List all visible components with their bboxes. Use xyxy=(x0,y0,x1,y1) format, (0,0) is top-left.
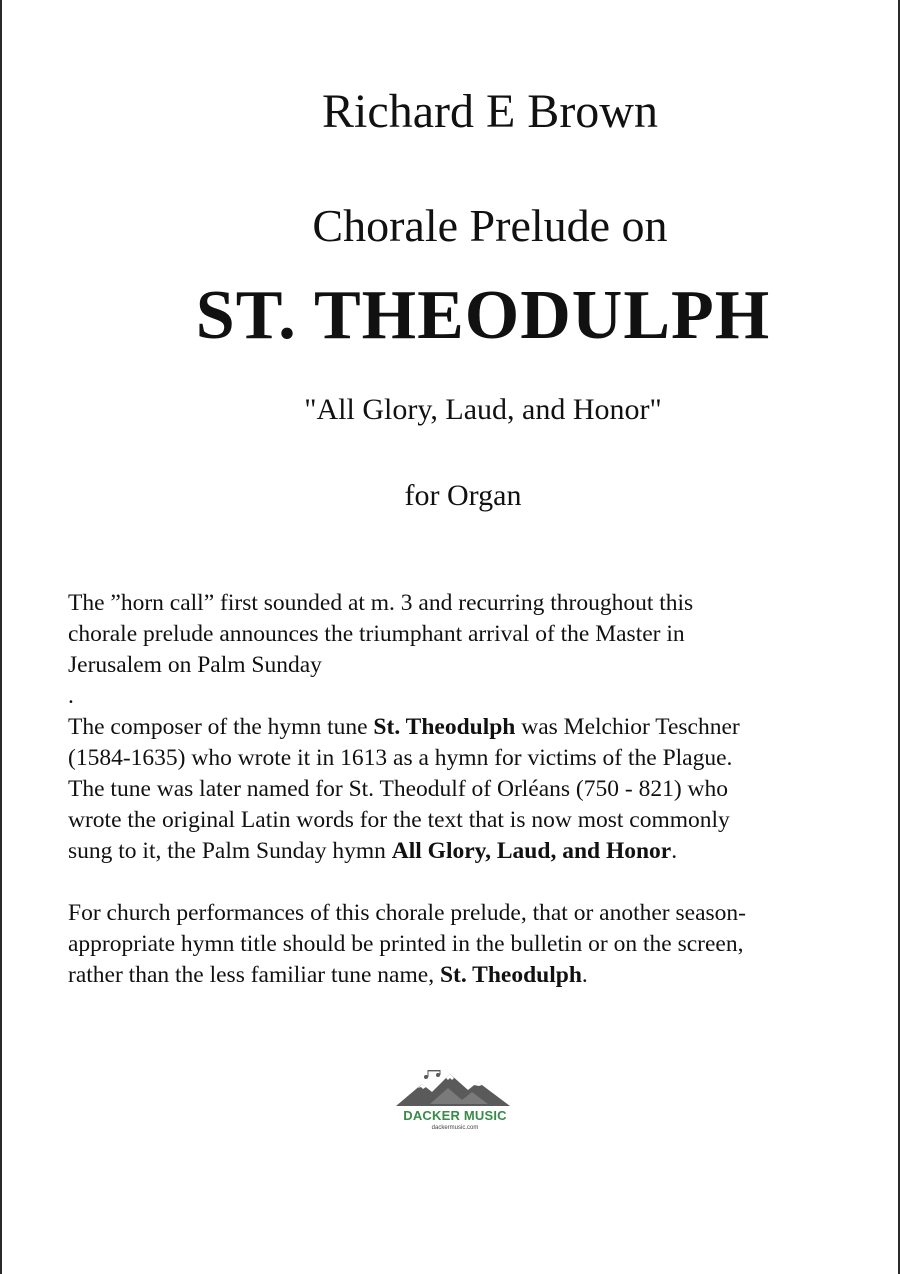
notes-paragraph-1 xyxy=(68,588,868,712)
hymn-title-bold: All Glory, Laud, and Honor xyxy=(391,838,672,864)
mountain-music-logo-icon xyxy=(392,1070,518,1108)
tune-name-title: ST. THEODULPH xyxy=(195,277,771,354)
prelude-subtitle: Chorale Prelude on xyxy=(312,200,668,251)
notes-stray-period: . xyxy=(68,683,74,709)
notes-p3-line1: For church performances of this chorale prelude, that or another season- xyxy=(68,900,746,926)
program-notes xyxy=(68,588,868,991)
paragraph-gap xyxy=(68,867,868,898)
notes-p2-line2: (1584-1635) who wrote it in 1613 as a hymn for victims of the Plague. xyxy=(68,745,733,771)
page-left-border xyxy=(0,0,2,1274)
notes-p1-line2: chorale prelude announces the triumphant arrival of the Master in xyxy=(68,621,685,647)
notes-p2-text-4: . xyxy=(671,838,678,864)
publisher-url: dackermusic.com xyxy=(431,1125,479,1131)
notes-p2-text-1: The composer of the hymn tune xyxy=(68,714,374,740)
publisher-name: DACKER MUSIC xyxy=(403,1108,507,1123)
notes-p2-line3: The tune was later named for St. Theodulf of Orléans (750 - 821) who xyxy=(68,776,728,802)
notes-p2-text-2: was Melchior Teschner xyxy=(515,714,740,740)
notes-paragraph-2 xyxy=(68,712,868,867)
composer-name: Richard E Brown xyxy=(322,85,658,138)
hymn-title: "All Glory, Laud, and Honor" xyxy=(304,393,662,426)
notes-p2-text-3: sung to it, the Palm Sunday hymn xyxy=(68,838,392,864)
tune-name-bold: St. Theodulph xyxy=(373,714,516,740)
instrument-label: for Organ xyxy=(404,479,522,512)
notes-p3-text-1: rather than the less familiar tune name, xyxy=(68,962,440,988)
notes-paragraph-3 xyxy=(68,898,868,991)
publisher-logo xyxy=(392,1070,518,1140)
notes-p2-line4: wrote the original Latin words for the text that is now most commonly xyxy=(68,807,730,833)
notes-p1-line3: Jerusalem on Palm Sunday xyxy=(68,652,322,678)
notes-p1-line1: The ”horn call” first sounded at m. 3 and recurring throughout this xyxy=(68,590,694,616)
notes-p3-text-2: . xyxy=(581,962,588,988)
tune-name-bold-2: St. Theodulph xyxy=(439,962,582,988)
notes-p3-line2: appropriate hymn title should be printed in the bulletin or on the screen, xyxy=(68,931,744,957)
